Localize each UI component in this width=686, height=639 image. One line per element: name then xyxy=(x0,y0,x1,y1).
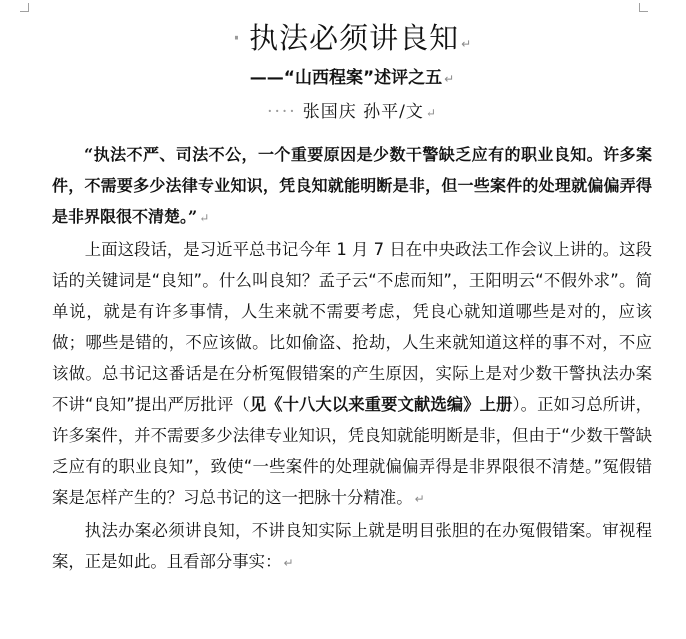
body-paragraph-2 xyxy=(52,515,652,579)
page-corner-mark-top-left xyxy=(20,3,29,12)
paragraph-mark-icon: ↵ xyxy=(199,211,210,225)
article-subtitle xyxy=(52,63,652,88)
article-body xyxy=(52,139,652,579)
paragraph-mark-icon: ↵ xyxy=(461,37,473,51)
paragraph-mark-icon: ↵ xyxy=(283,556,294,570)
paragraph-mark-icon: ↵ xyxy=(425,106,437,120)
body-paragraph-2-text: 执法办案必须讲良知，不讲良知实际上就是明目张胆的在办冤假错案。审视程案，正是如此。且看部分事实： xyxy=(52,521,652,571)
opening-quote-paragraph xyxy=(52,139,652,234)
article-title xyxy=(52,16,652,57)
body-paragraph-1 xyxy=(52,234,652,515)
title-leading-dot: · xyxy=(231,21,244,55)
article-authors: 张国庆 孙平/文 xyxy=(302,102,424,122)
paragraph-mark-icon: ↵ xyxy=(414,492,425,506)
body-paragraph-1-text-b: ）。正如习总所讲，许多案件，并不需要多少法律专业知识，凭良知就能明断是非，但由于“少数干警缺乏应有的职业良知”，致使“一些案件的处理就偏偏弄得是非界限很不清楚。”冤假错案是怎样产生的？习总书记的这一把脉十分精准。 xyxy=(52,395,652,507)
citation-reference: 见《十八大以来重要文献选编》上册 xyxy=(249,395,513,414)
byline-leading-dots: ···· xyxy=(267,102,297,122)
body-paragraph-1-text-a: 上面这段话，是习近平总书记今年 1 月 7 日在中央政法工作会议上讲的。这段话的关键词是“良知”。什么叫良知？孟子云“不虑而知”，王阳明云“不假外求”。简单说，就是有许多事情，人生来就不需要考虑，凭良心就知道哪些是对的，应该做；哪些是错的，不应该做。比如偷盗、抢劫，人生来就知道这样的事不对，不应该做。总书记这番话是在分析冤假错案的产生原因，实际上是对少数干警执法办案不讲“良知”提出严厉批评（ xyxy=(52,240,652,414)
article-byline xyxy=(52,97,652,122)
opening-quote-text: “执法不严、司法不公，一个重要原因是少数干警缺乏应有的职业良知。许多案件，不需要多少法律专业知识，凭良知就能明断是非，但一些案件的处理就偏偏弄得是非界限很不清楚。” xyxy=(52,145,652,226)
article-title-text: 执法必须讲良知 xyxy=(249,21,460,55)
page-corner-mark-top-right xyxy=(639,3,648,12)
article-subtitle-text: ——“山西程案”述评之五 xyxy=(249,68,443,88)
paragraph-mark-icon: ↵ xyxy=(444,72,455,86)
